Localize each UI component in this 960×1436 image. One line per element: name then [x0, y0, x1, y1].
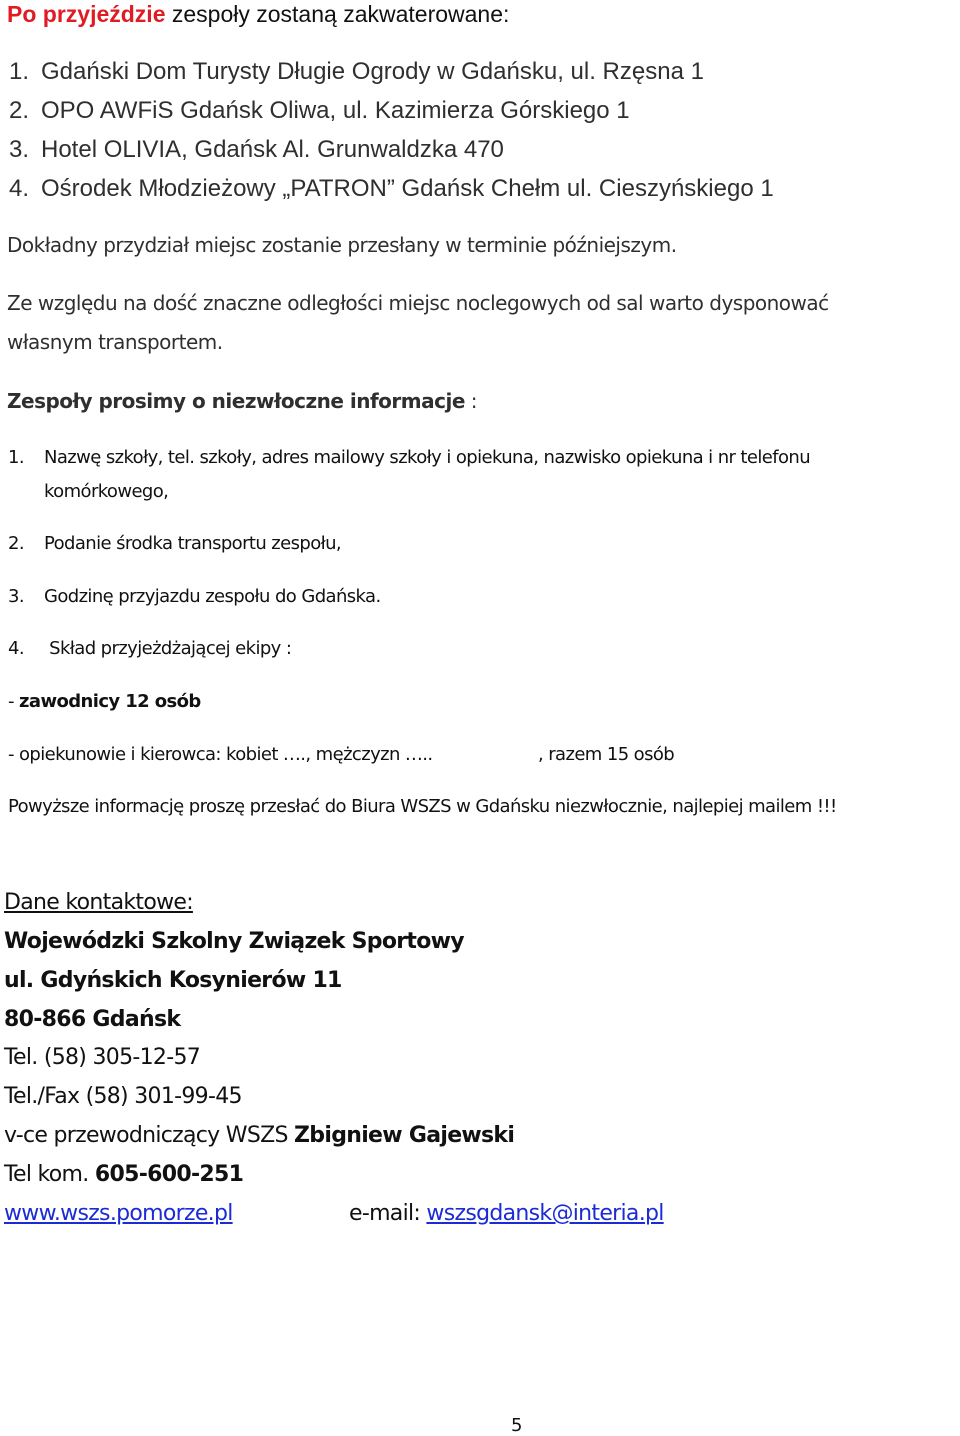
send-note: Powyższe informację proszę przesłać do Biura WSZS w Gdańsku niezwłocznie, najlepiej mailem !!!: [8, 796, 837, 817]
accommodation-text: Hotel OLIVIA, Gdańsk Al. Grunwaldzka 470: [41, 136, 504, 163]
players-line: [8, 691, 201, 712]
list-number: 1.: [9, 58, 30, 85]
staff-line-part1: - opiekunowie i kierowca: kobiet …., mężczyzn …..: [8, 744, 433, 765]
email-label: e-mail:: [349, 1201, 427, 1226]
contact-email-row: [349, 1201, 664, 1226]
staff-line-part2: , razem 15 osób: [538, 744, 675, 765]
transport-note-line1: Ze względu na dość znaczne odległości miejsc noclegowych od sal warto dysponować: [7, 291, 829, 315]
players-prefix: -: [8, 691, 20, 712]
contact-mobile: [4, 1162, 243, 1187]
assignment-note: Dokładny przydział miejsc zostanie przesłany w terminie późniejszym.: [7, 233, 677, 257]
request-item: [8, 586, 381, 607]
contact-vice-chair: [4, 1123, 514, 1148]
accommodation-item: [9, 175, 774, 203]
request-heading-suffix: :: [464, 389, 477, 413]
contact-heading: Dane kontaktowe:: [4, 890, 193, 915]
request-item: [8, 638, 291, 659]
request-item: [8, 533, 341, 554]
contact-web-row: [4, 1201, 233, 1226]
transport-note-line2: własnym transportem.: [7, 330, 223, 354]
contact-street: ul. Gdyńskich Kosynierów 11: [4, 968, 342, 993]
list-number: 2.: [9, 97, 30, 124]
accommodation-item: [9, 97, 630, 125]
request-item-text: Nazwę szkoły, tel. szkoły, adres mailowy szkoły i opiekuna, nazwisko opiekuna i nr telefonu: [44, 447, 811, 468]
accommodation-text: Ośrodek Młodzieżowy „PATRON” Gdańsk Chełm ul. Cieszyńskiego 1: [41, 175, 774, 202]
accommodation-text: OPO AWFiS Gdańsk Oliwa, ul. Kazimierza Górskiego 1: [41, 97, 630, 124]
list-number: 1.: [8, 447, 24, 468]
list-number: 3.: [8, 586, 24, 607]
contact-phone: Tel. (58) 305-12-57: [4, 1045, 201, 1070]
page-number: 5: [511, 1415, 522, 1436]
request-heading: [7, 389, 477, 413]
request-item-text: Godzinę przyjazdu zespołu do Gdańska.: [44, 586, 381, 607]
vice-chair-title: v-ce przewodniczący WSZS: [4, 1123, 295, 1148]
mobile-label: Tel kom.: [4, 1162, 95, 1187]
request-item-text: Podanie środka transportu zespołu,: [44, 533, 342, 554]
list-number: 2.: [8, 533, 24, 554]
accommodation-item: [9, 136, 504, 164]
request-item: [8, 447, 810, 468]
contact-city: 80-866 Gdańsk: [4, 1007, 181, 1032]
list-number: 4.: [8, 638, 24, 659]
list-number: 3.: [9, 136, 30, 163]
accommodation-item: [9, 58, 704, 86]
list-number: 4.: [9, 175, 30, 202]
intro-line: [7, 1, 509, 28]
request-item-continuation: komórkowego,: [44, 481, 169, 502]
players-count: zawodnicy 12 osób: [19, 691, 201, 712]
mobile-number: 605-600-251: [94, 1162, 244, 1187]
accommodation-text: Gdański Dom Turysty Długie Ogrody w Gdańsku, ul. Rzęsna 1: [41, 58, 704, 85]
intro-text: zespoły zostaną zakwaterowane:: [165, 1, 510, 27]
contact-organization: Wojewódzki Szkolny Związek Sportowy: [4, 929, 464, 954]
intro-highlight: Po przyjeździe: [7, 1, 166, 27]
vice-chair-name: Zbigniew Gajewski: [294, 1123, 515, 1148]
request-item-text: Skład przyjeżdżającej ekipy :: [44, 638, 292, 659]
contact-fax: Tel./Fax (58) 301-99-45: [4, 1084, 242, 1109]
request-heading-text: Zespoły prosimy o niezwłoczne informacje: [7, 389, 465, 413]
website-link[interactable]: www.wszs.pomorze.pl: [4, 1201, 233, 1226]
email-link[interactable]: wszsgdansk@interia.pl: [426, 1201, 664, 1226]
